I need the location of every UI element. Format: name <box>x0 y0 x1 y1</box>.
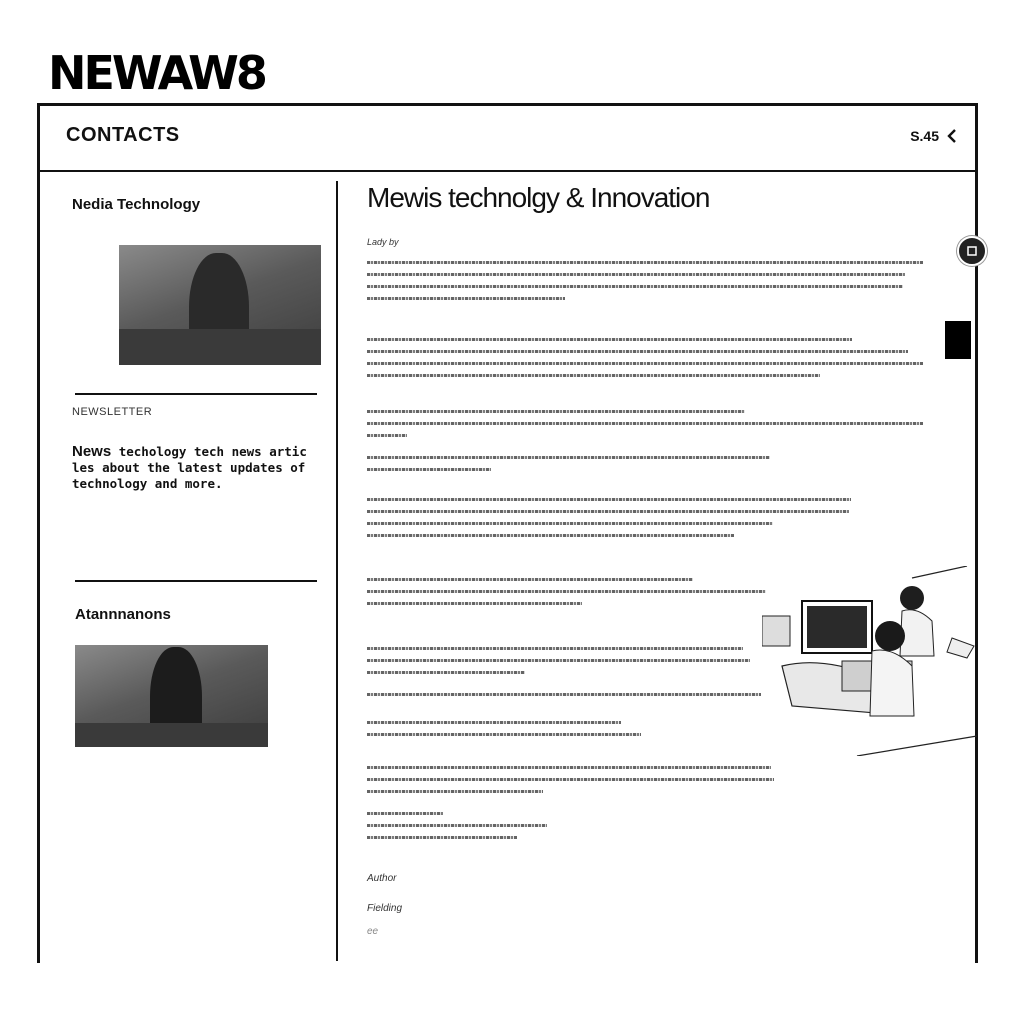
people-at-computers-illustration <box>762 566 980 756</box>
article-paragraph <box>367 693 761 705</box>
sidebar-body <box>72 444 308 492</box>
article-signature: Author <box>367 873 397 884</box>
sidebar-divider <box>75 580 317 582</box>
article-paragraph <box>367 410 923 446</box>
sidebar-photo-1[interactable] <box>119 245 321 365</box>
sidebar-subtitle: Atannnanons <box>75 606 171 623</box>
page-title: CONTACTS <box>66 124 180 146</box>
article-signature: ee <box>367 926 379 937</box>
scroll-handle-icon[interactable] <box>957 236 987 266</box>
article-byline: Lady by <box>367 237 399 247</box>
sidebar-photo-2[interactable] <box>75 645 268 747</box>
page-indicator: S.45 <box>910 128 939 144</box>
article-paragraph <box>367 261 923 309</box>
article-paragraph <box>367 338 923 386</box>
article-paragraph <box>367 766 774 802</box>
article-signature: Fielding <box>367 903 403 914</box>
article-paragraph <box>367 647 750 683</box>
column-divider <box>336 181 338 961</box>
top-bar-controls <box>910 128 957 144</box>
top-bar <box>40 106 975 172</box>
article-paragraph <box>367 812 547 848</box>
sidebar-divider <box>75 393 317 395</box>
sidebar-section-title: Nedia Technology <box>72 196 201 213</box>
article-title: Mewis technolgy & Innovation <box>367 182 710 213</box>
article-paragraph <box>367 721 641 745</box>
content-frame <box>37 103 978 963</box>
scrollbar-thumb[interactable] <box>945 321 971 359</box>
article-paragraph <box>367 578 766 614</box>
article-paragraph <box>367 498 851 546</box>
chevron-left-icon[interactable] <box>947 129 957 143</box>
article-paragraph <box>367 456 770 480</box>
sidebar-kicker: NEWSLETTER <box>72 406 153 418</box>
site-logo[interactable]: NEWAW8 <box>48 46 265 100</box>
sidebar-body-lead: News <box>72 443 112 460</box>
sidebar-body-text: techology tech news articles about the latest updates of technology and more. <box>72 444 307 491</box>
